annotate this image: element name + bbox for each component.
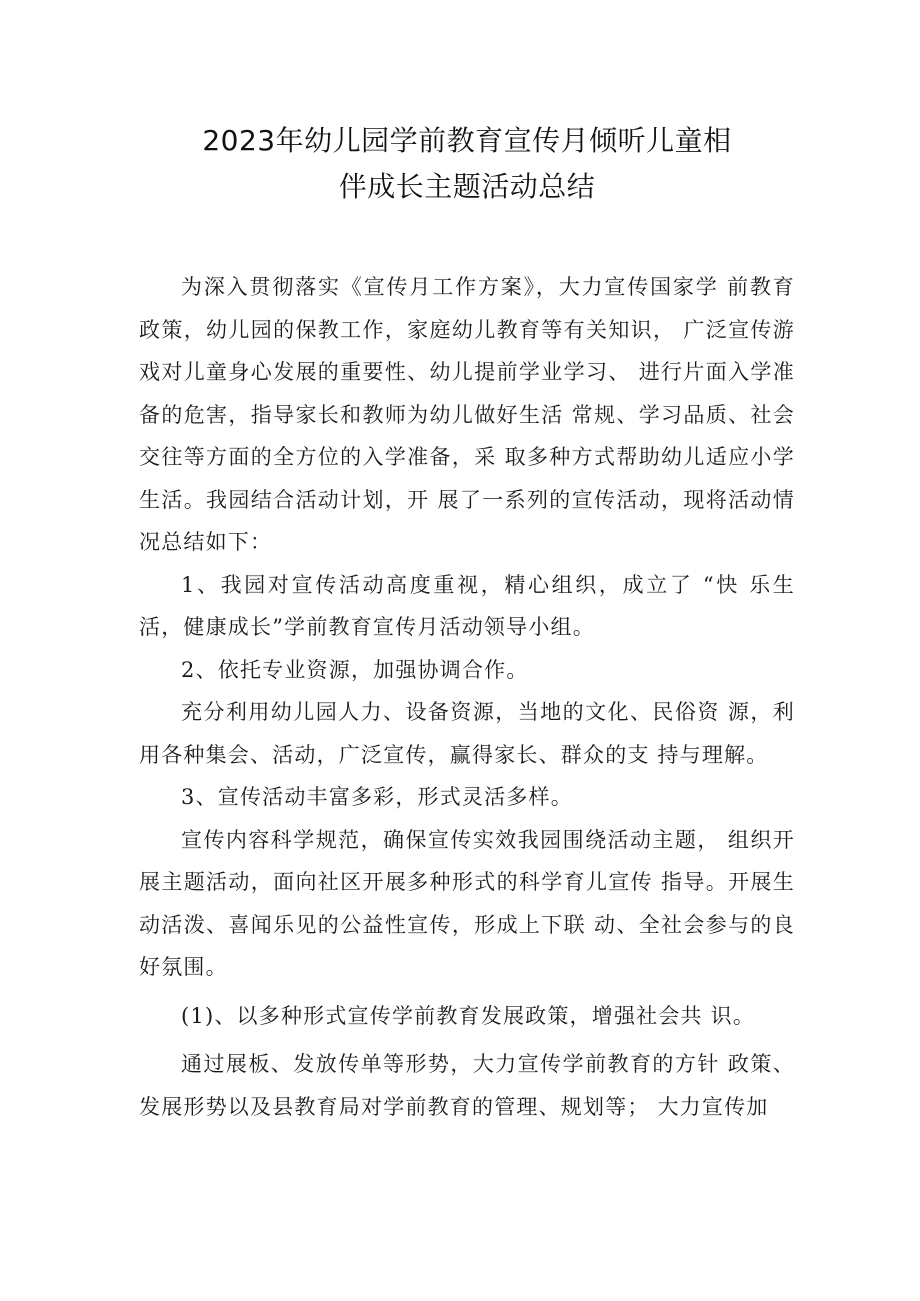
paragraph-intro: 为深入贯彻落实《宣传月工作方案》，大力宣传国家学 前教育政策，幼儿园的保教工作，家庭幼儿教育等有关知识， 广泛宣传游戏对儿童身心发展的重要性、幼儿提前学业学习、 进行片面入学准备的危害，指导家长和教师为幼儿做好生活 常规、学习品质、社会交往等方面的全方位的入学准备，采 取多种方式帮助幼儿适应小学生活。我园结合活动计划，开 展了一系列的宣传活动，现将活动情况总结如下：: [139, 275, 795, 554]
title-line-2: 伴成长主题活动总结: [338, 170, 596, 203]
paragraph-resources: 充分利用幼儿园人力、设备资源，当地的文化、民俗资 源，利用各种集会、活动，广泛宣传，赢得家长、群众的支 持与理解。: [139, 700, 795, 767]
paragraph-point-1: 1、我园对宣传活动高度重视，精心组织，成立了 “快 乐生活，健康成长”学前教育宣传月活动领导小组。: [139, 572, 795, 639]
document-title: [139, 118, 795, 210]
document-body: [139, 266, 795, 1128]
paragraph-subpoint-1: (1)、以多种形式宣传学前教育发展政策，增强社会共 识。: [181, 1003, 756, 1028]
paragraph-display: 通过展板、发放传单等形势，大力宣传学前教育的方针 政策、发展形势以及县教育局对学前教育的管理、规划等； 大力宣传加: [139, 1052, 795, 1119]
paragraph-point-3: 3、宣传活动丰富多彩，形式灵活多样。: [181, 785, 573, 809]
paragraph-point-2: 2、依托专业资源，加强协调合作。: [181, 657, 529, 682]
title-line-1: 2023年幼儿园学前教育宣传月倾听儿童相: [202, 124, 732, 157]
paragraph-content: 宣传内容科学规范，确保宣传实效我园围绕活动主题， 组织开展主题活动，面向社区开展多种形式的科学育儿宣传 指导。开展生动活泼、喜闻乐见的公益性宣传，形成上下联 动、全社会参与的良好氛围。: [139, 827, 795, 979]
